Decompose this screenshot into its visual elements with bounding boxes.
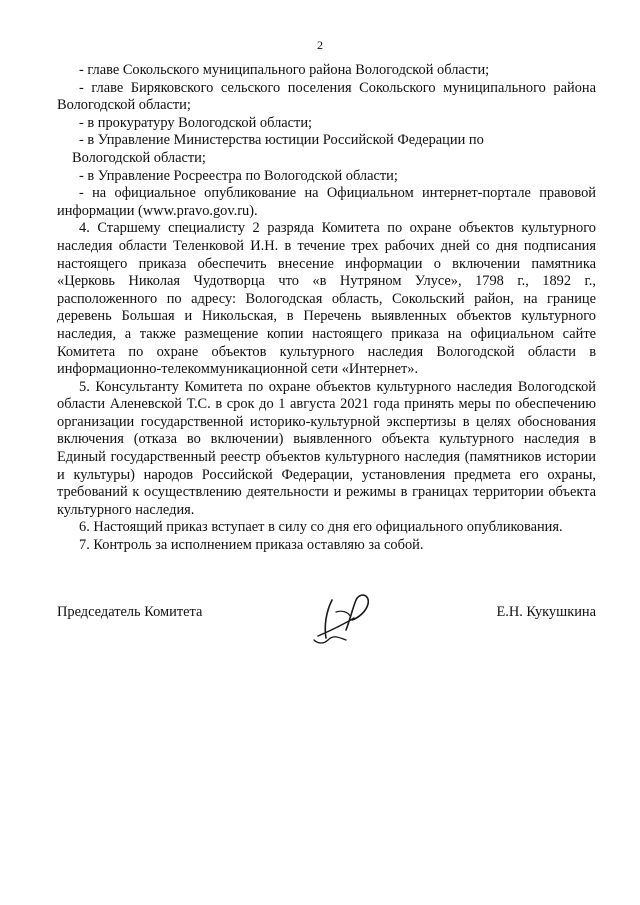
distribution-item-4: - в Управление Министерства юстиции Российской Федерации по <box>79 132 484 149</box>
distribution-item-5: - в Управление Росреестра по Вологодской области; <box>79 167 398 184</box>
distribution-item-2: - главе Биряковского сельского поселения Сокольского муниципального района Вологодской области; <box>57 79 596 114</box>
distribution-item-6: - на официальное опубликование на Официальном интернет-портале правовой информации (www.pravo.gov.ru). <box>57 185 596 219</box>
signer-title: Председатель Комитета <box>57 604 203 620</box>
distribution-item-4-continuation: Вологодской области; <box>72 149 206 166</box>
clause-7: 7. Контроль за исполнением приказа оставляю за собой. <box>79 537 424 554</box>
distribution-item-1: - главе Сокольского муниципального района Вологодской области; <box>79 62 490 78</box>
distribution-item-3: - в прокуратуру Вологодской области; <box>79 114 313 131</box>
handwritten-signature <box>312 590 388 646</box>
document-body <box>57 62 596 555</box>
clause-4: 4. Старшему специалисту 2 разряда Комитета по охране объектов культурного наследия области Теленковой И.Н. в течение трех рабочих дней со дня подписания настоящего приказа обеспечить внесение информации о включении памятника «Церковь Николая Чудотворца что «в Нутряном Улусе», 1798 г., 1892 г., расположенного по адресу: Вологодская область, Сокольский район, на границе деревень Большая и Никольская, в Перечень выявленных объектов культурного наследия, а также размещение копии настоящего приказа на официальном сайте Комитета по охране объектов культурного наследия Вологодской области в информационно-телекоммуникационной сети «Интернет». <box>57 220 596 378</box>
signer-name: Е.Н. Кукушкина <box>496 604 596 620</box>
signature-block <box>57 596 596 656</box>
clause-5: 5. Консультанту Комитета по охране объектов культурного наследия Вологодской области Аленевской Т.С. в срок до 1 августа 2021 года принять меры по обеспечению организации государственной историко-культурной экспертизы в целях обоснования включения (отказа во включении) выявленного объекта культурного наследия в Единый государственный реестр объектов культурного наследия (памятников истории и культуры) народов Российской Федерации, установления предмета его охраны, требований к осуществлению деятельности и режимы в границах территории объекта культурного наследия. <box>57 378 596 518</box>
page-number: 2 <box>317 38 323 52</box>
clause-6: 6. Настоящий приказ вступает в силу со дня его официального опубликования. <box>79 519 563 536</box>
